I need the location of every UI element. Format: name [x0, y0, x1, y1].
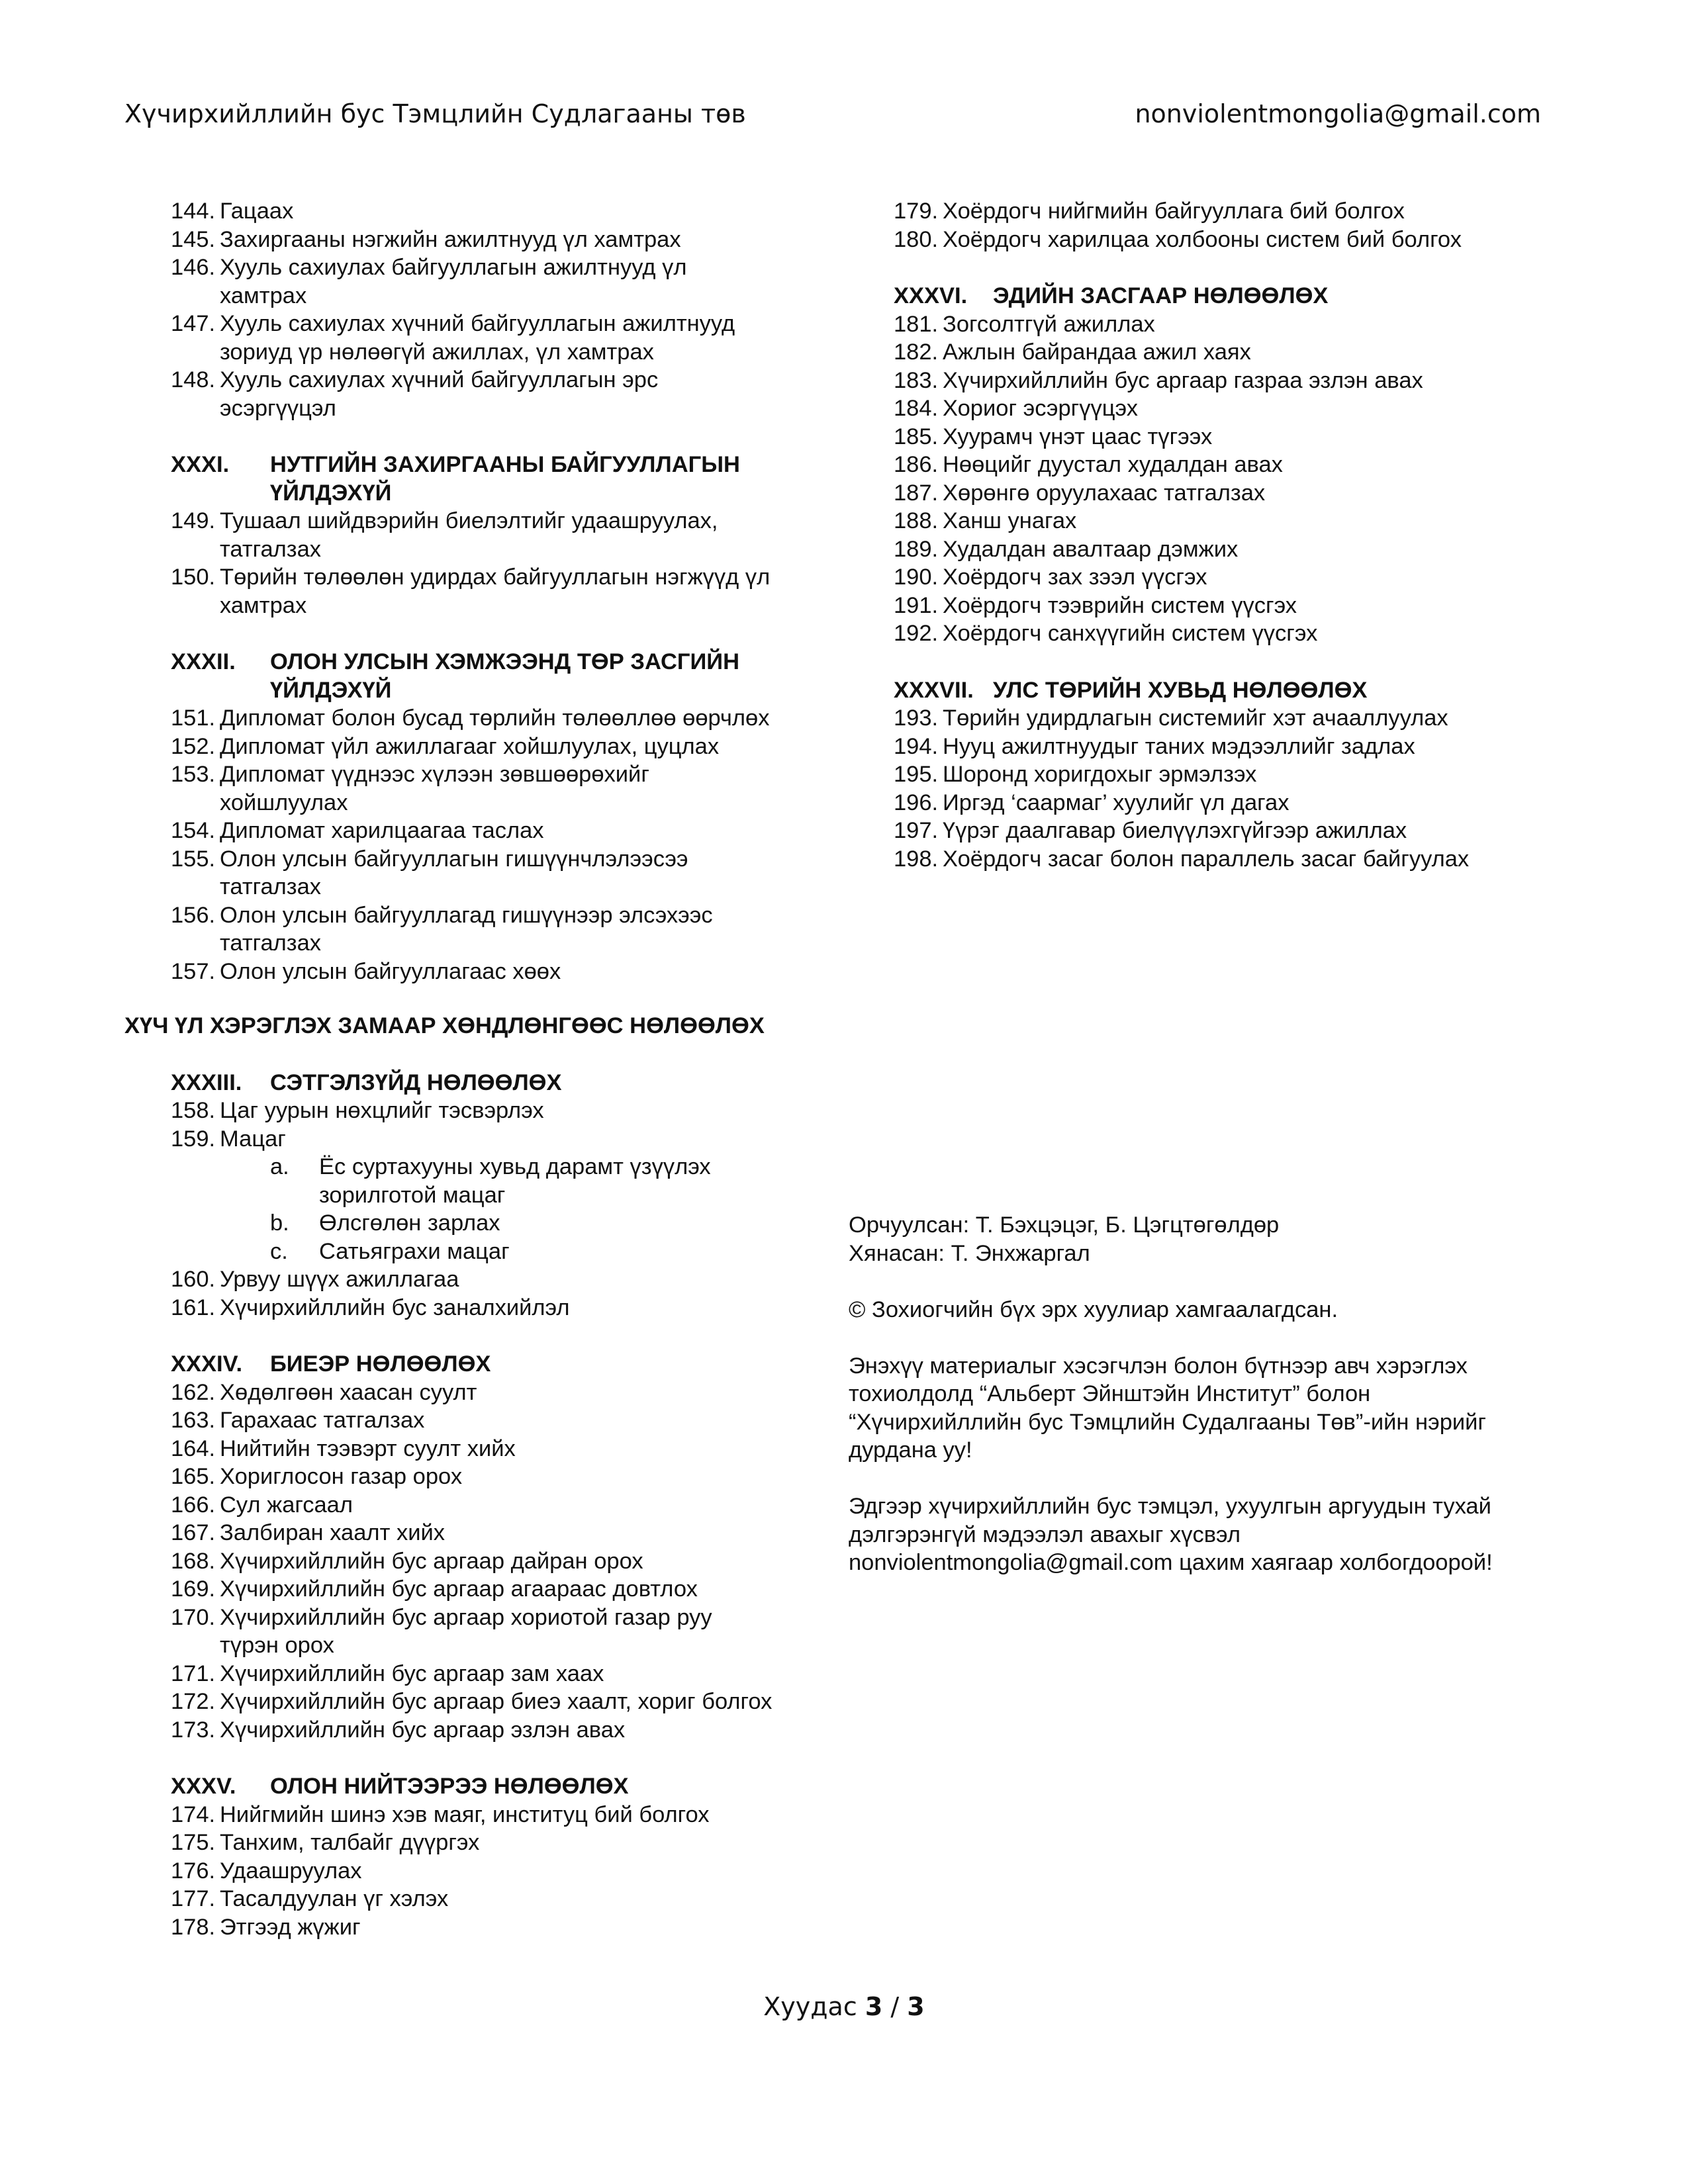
list-item [171, 1435, 866, 1463]
item-number: 188. [894, 508, 939, 533]
item-number: 178. [171, 1914, 216, 1940]
list-item [171, 901, 866, 930]
item-text: Нийгмийн шинэ хэв маяг, институц бий болгох [220, 1801, 710, 1827]
list-item [171, 1829, 866, 1857]
item-text: Олон улсын байгууллагаас хөөх [220, 958, 561, 984]
list-item [171, 1913, 866, 1942]
item-text-continued: эсэргүүцэл [220, 395, 336, 421]
translated-by: Орчуулсан: Т. Бэхцэцэг, Б. Цэгцтөгөлдөр [849, 1212, 1280, 1238]
item-text: Ажлын байрандаа ажил хаях [943, 340, 1251, 365]
item-number: 162. [171, 1379, 216, 1405]
list-item [894, 394, 1556, 423]
list-item [171, 845, 866, 874]
item-number: 187. [894, 480, 939, 506]
list-item [171, 1125, 866, 1154]
item-number: 172. [171, 1689, 216, 1714]
item-text: Хүчирхийллийн бус аргаар биеэ хаалт, хориг болгох [220, 1689, 773, 1714]
item-text-continued: хойшлуулах [220, 790, 348, 815]
item-text: Хүчирхийллийн бус аргаар газраа эзлэн авах [943, 367, 1423, 393]
item-text: Хоёрдогч харилцаа холбооны систем бий болгох [943, 226, 1462, 252]
list-item [894, 760, 1556, 789]
item-number: 166. [171, 1492, 216, 1518]
item-number: 197. [894, 818, 939, 843]
text-line: “Хүчирхийллийн бус Тэмцлийн Судалгааны Төв”-ийн нэрийг [849, 1409, 1487, 1435]
item-text-continued: татгалзах [220, 536, 322, 562]
item-text: Хоёрдогч санхүүгийн систем үүсгэх [943, 621, 1318, 646]
sub-item-letter: c. [270, 1238, 288, 1264]
list-item [894, 817, 1556, 845]
list-item [894, 451, 1556, 479]
item-text: Шоронд хоригдохыг эрмэлзэх [943, 762, 1257, 787]
list-item [171, 366, 866, 394]
right-column [894, 197, 1556, 873]
item-number: 148. [171, 367, 216, 392]
text-line: Энэхүү материалыг хэсэгчлэн болон бүтнээр авч хэрэглэх [849, 1353, 1468, 1379]
item-number: 196. [894, 790, 939, 815]
item-number: 158. [171, 1098, 216, 1123]
copyright-notice: © Зохиогчийн бүх эрх хуулиар хамгаалагдсан. [849, 1297, 1338, 1322]
item-text: Этгээд жүжиг [220, 1914, 361, 1940]
list-item [894, 197, 1556, 226]
usage-notice [849, 1352, 1564, 1465]
contact-notice [849, 1492, 1564, 1577]
list-item [171, 1491, 866, 1520]
item-text: Олон улсын байгууллагад гишүүнээр элсэхээс [220, 902, 713, 928]
section-heading: XXXV. ОЛОН НИЙТЭЭРЭЭ НӨЛӨӨЛӨХ [171, 1774, 629, 1799]
item-number: 151. [171, 705, 216, 731]
text-line: тохиолдолд “Альберт Эйнштэйн Институт” болон [849, 1381, 1371, 1406]
sub-item-text: Сатьяграхи мацаг [319, 1238, 510, 1264]
section-heading: XXXI. НУТГИЙН ЗАХИРГААНЫ БАЙГУУЛЛАГЫН ҮЙЛДЭХҮЙ [171, 452, 740, 506]
list-item [171, 1857, 866, 1886]
item-text: Хүчирхийллийн бус аргаар агаараас довтлох [220, 1576, 698, 1602]
item-text: Хүчирхийллийн бус аргаар зам хаах [220, 1661, 604, 1686]
list-item [894, 789, 1556, 817]
list-item [171, 226, 866, 254]
item-text: Дипломат үүднээс хүлээн зөвшөөрөхийг [220, 762, 649, 787]
part-heading: ХҮЧ ҮЛ ХЭРЭГЛЭХ ЗАМААР ХӨНДЛӨНГӨӨС НӨЛӨӨЛӨХ [124, 1013, 765, 1038]
list-item [894, 845, 1556, 874]
item-text: Нууц ажилтнуудыг таних мэдээллийг задлах [943, 733, 1415, 759]
item-number: 191. [894, 592, 939, 618]
item-number: 147. [171, 311, 216, 336]
list-item [171, 1294, 866, 1322]
item-number: 193. [894, 705, 939, 731]
text-line: nonviolentmongolia@gmail.com цахим хаягаар холбогдоорой! [849, 1550, 1493, 1575]
item-number: 165. [171, 1464, 216, 1489]
list-item [171, 1265, 866, 1294]
item-text: Хоёрдогч засаг болон параллель засаг байгуулах [943, 846, 1470, 872]
item-text: Дипломат болон бусад төрлийн төлөөллөө өөрчлөх [220, 705, 770, 731]
item-text: Нийтийн тээвэрт суулт хийх [220, 1435, 516, 1461]
item-text: Ханш унагах [943, 508, 1077, 533]
list-item [171, 1660, 866, 1688]
sub-item-text: Өлсгөлөн зарлах [319, 1210, 500, 1236]
item-text: Захиргааны нэгжийн ажилтнууд үл хамтрах [220, 226, 681, 252]
item-number: 194. [894, 733, 939, 759]
list-item [171, 310, 866, 338]
list-item [171, 1604, 866, 1632]
reviewed-by: Хянасан: Т. Энхжаргал [849, 1240, 1090, 1266]
item-text: Төрийн удирдлагын системийг хэт ачааллуулах [943, 705, 1448, 731]
sub-item-text: Ёс суртахууны хувьд дарамт үзүүлэх [319, 1154, 711, 1179]
item-text: Олон улсын байгууллагын гишүүнчлэлээсээ [220, 846, 688, 872]
item-text: Хоёрдогч тээврийн систем үүсгэх [943, 592, 1297, 618]
list-item [171, 1463, 866, 1491]
item-text: Хөдөлгөөн хаасан суулт [220, 1379, 477, 1405]
item-text: Дипломат үйл ажиллагааг хойшлуулах, цуцлах [220, 733, 720, 759]
sub-list-item [171, 1153, 866, 1181]
list-item [894, 592, 1556, 620]
header-org-name: Хүчирхийллийн бус Тэмцлийн Судлагааны төв [124, 99, 746, 128]
list-item [894, 310, 1556, 339]
sub-list-item [171, 1238, 866, 1266]
item-text-continued: хамтрах [220, 592, 307, 618]
list-item [171, 253, 866, 282]
list-item [894, 367, 1556, 395]
item-text: Цаг уурын нөхцлийг тэсвэрлэх [220, 1098, 544, 1123]
credits-block [849, 1211, 1564, 1577]
item-number: 145. [171, 226, 216, 252]
item-number: 164. [171, 1435, 216, 1461]
section-heading: XXXVI. ЭДИЙН ЗАСГААР НӨЛӨӨЛӨХ [894, 283, 1329, 308]
item-number: 167. [171, 1520, 216, 1545]
list-item [171, 507, 866, 535]
list-item [171, 1379, 866, 1407]
list-item [171, 1406, 866, 1435]
list-item [894, 535, 1556, 564]
item-text: Хууль сахиулах хүчний байгууллагын эрс [220, 367, 659, 392]
page-number: Хуудас 3 / 3 [763, 1992, 925, 2021]
item-number: 195. [894, 762, 939, 787]
item-text: Мацаг [220, 1126, 286, 1152]
item-text: Хоёрдогч зах зээл үүсгэх [943, 565, 1207, 590]
item-number: 168. [171, 1548, 216, 1574]
list-item [171, 1575, 866, 1604]
item-number: 182. [894, 340, 939, 365]
item-text: Тасалдуулан үг хэлэх [220, 1886, 449, 1911]
list-item [171, 1097, 866, 1125]
item-number: 144. [171, 199, 216, 224]
list-item [894, 338, 1556, 367]
sub-item-text-continued: зорилготой мацаг [319, 1182, 506, 1208]
list-item [171, 1688, 866, 1716]
list-item [894, 479, 1556, 508]
item-text: Хүчирхийллийн бус аргаар дайран орох [220, 1548, 643, 1574]
item-number: 171. [171, 1661, 216, 1686]
list-item [171, 760, 866, 789]
item-text: Хориглосон газар орох [220, 1464, 463, 1489]
item-number: 186. [894, 452, 939, 477]
list-item [171, 1885, 866, 1913]
item-text: Худалдан авалтаар дэмжих [943, 536, 1239, 562]
item-number: 185. [894, 424, 939, 449]
list-item [894, 226, 1556, 254]
item-text: Танхим, талбайг дүүргэх [220, 1830, 480, 1855]
item-number: 173. [171, 1717, 216, 1743]
list-item [894, 563, 1556, 592]
item-number: 155. [171, 846, 216, 872]
list-item [894, 423, 1556, 451]
list-item [171, 563, 866, 592]
list-item [894, 704, 1556, 733]
item-text: Гарахаас татгалзах [220, 1408, 425, 1433]
text-line: дэлгэрэнгүй мэдээлэл авахыг хүсвэл [849, 1522, 1241, 1547]
item-text: Зогсолтгүй ажиллах [943, 311, 1155, 337]
item-text: Хууль сахиулах хүчний байгууллагын ажилтнууд [220, 311, 735, 336]
item-text: Урвуу шүүх ажиллагаа [220, 1267, 459, 1292]
item-text: Дипломат харилцаагаа таслах [220, 818, 544, 843]
sub-item-letter: a. [270, 1154, 289, 1179]
section-heading: XXXII. ОЛОН УЛСЫН ХЭМЖЭЭНД ТӨР ЗАСГИЙН ҮЙЛДЭХҮЙ [171, 649, 740, 703]
list-item [171, 958, 866, 986]
item-text-continued: зориуд үр нөлөөгүй ажиллах, үл хамтрах [220, 339, 654, 365]
list-item [171, 1547, 866, 1576]
item-number: 159. [171, 1126, 216, 1152]
item-text: Тушаал шийдвэрийн биелэлтийг удаашруулах, [220, 508, 718, 533]
item-number: 157. [171, 958, 216, 984]
item-text: Хүчирхийллийн бус заналхийлэл [220, 1295, 570, 1320]
section-heading: XXXVII. УЛС ТӨРИЙН ХУВЬД НӨЛӨӨЛӨХ [894, 677, 1368, 703]
item-number: 183. [894, 367, 939, 393]
item-number: 149. [171, 508, 216, 533]
item-text: Иргэд ‘саармаг’ хуулийг үл дагах [943, 790, 1289, 815]
item-number: 154. [171, 818, 216, 843]
item-number: 150. [171, 565, 216, 590]
item-text: Хүчирхийллийн бус аргаар эзлэн авах [220, 1717, 626, 1743]
item-text: Гацаах [220, 199, 294, 224]
item-number: 176. [171, 1858, 216, 1884]
list-item [171, 817, 866, 845]
left-column [124, 197, 866, 1941]
list-item [171, 1519, 866, 1547]
item-text-continued: татгалзах [220, 931, 322, 956]
item-number: 192. [894, 621, 939, 646]
item-number: 180. [894, 226, 939, 252]
item-text-continued: татгалзах [220, 874, 322, 899]
text-line: Эдгээр хүчирхийллийн бус тэмцэл, ухуулгын аргуудын тухай [849, 1494, 1491, 1519]
item-number: 146. [171, 255, 216, 280]
item-number: 153. [171, 762, 216, 787]
item-text: Залбиран хаалт хийх [220, 1520, 445, 1545]
item-number: 181. [894, 311, 939, 337]
list-item [894, 507, 1556, 535]
item-number: 161. [171, 1295, 216, 1320]
item-number: 177. [171, 1886, 216, 1911]
item-text: Хөрөнгө оруулахаас татгалзах [943, 480, 1266, 506]
header-email: nonviolentmongolia@gmail.com [1135, 99, 1541, 128]
item-text: Хориог эсэргүүцэх [943, 396, 1138, 421]
item-text: Төрийн төлөөлөн удирдах байгууллагын нэгжүүд үл [220, 565, 771, 590]
list-item [171, 1801, 866, 1829]
item-number: 189. [894, 536, 939, 562]
item-number: 198. [894, 846, 939, 872]
sub-item-letter: b. [270, 1210, 289, 1236]
item-number: 190. [894, 565, 939, 590]
item-number: 179. [894, 199, 939, 224]
item-number: 184. [894, 396, 939, 421]
item-number: 169. [171, 1576, 216, 1602]
item-number: 156. [171, 902, 216, 928]
item-number: 152. [171, 733, 216, 759]
item-number: 160. [171, 1267, 216, 1292]
section-heading: XXXIII. СЭТГЭЛЗҮЙД НӨЛӨӨЛӨХ [171, 1069, 562, 1095]
list-item [171, 1716, 866, 1745]
list-item [894, 619, 1556, 648]
item-text: Сул жагсаал [220, 1492, 353, 1518]
list-item [171, 704, 866, 733]
item-number: 175. [171, 1830, 216, 1855]
list-item [171, 197, 866, 226]
item-text: Хүчирхийллийн бус аргаар хориотой газар руу [220, 1604, 712, 1630]
item-number: 174. [171, 1801, 216, 1827]
section-heading: XXXIV. БИЕЭР НӨЛӨӨЛӨХ [171, 1351, 491, 1377]
sub-list-item [171, 1209, 866, 1238]
item-number: 170. [171, 1604, 216, 1630]
list-item [894, 733, 1556, 761]
item-text: Хуурамч үнэт цаас түгээх [943, 424, 1213, 449]
item-number: 163. [171, 1408, 216, 1433]
item-text-continued: түрэн орох [220, 1633, 334, 1658]
item-text: Хууль сахиулах байгууллагын ажилтнууд үл [220, 255, 687, 280]
list-item [171, 733, 866, 761]
item-text: Нөөцийг дуустал худалдан авах [943, 452, 1283, 477]
sub-list [171, 1153, 866, 1265]
item-text: Удаашруулах [220, 1858, 362, 1884]
item-text: Үүрэг даалгавар биелүүлэхгүйгээр ажиллах [943, 818, 1407, 843]
item-text-continued: хамтрах [220, 283, 307, 308]
item-text: Хоёрдогч нийгмийн байгууллага бий болгох [943, 199, 1405, 224]
text-line: дурдана уу! [849, 1437, 972, 1463]
